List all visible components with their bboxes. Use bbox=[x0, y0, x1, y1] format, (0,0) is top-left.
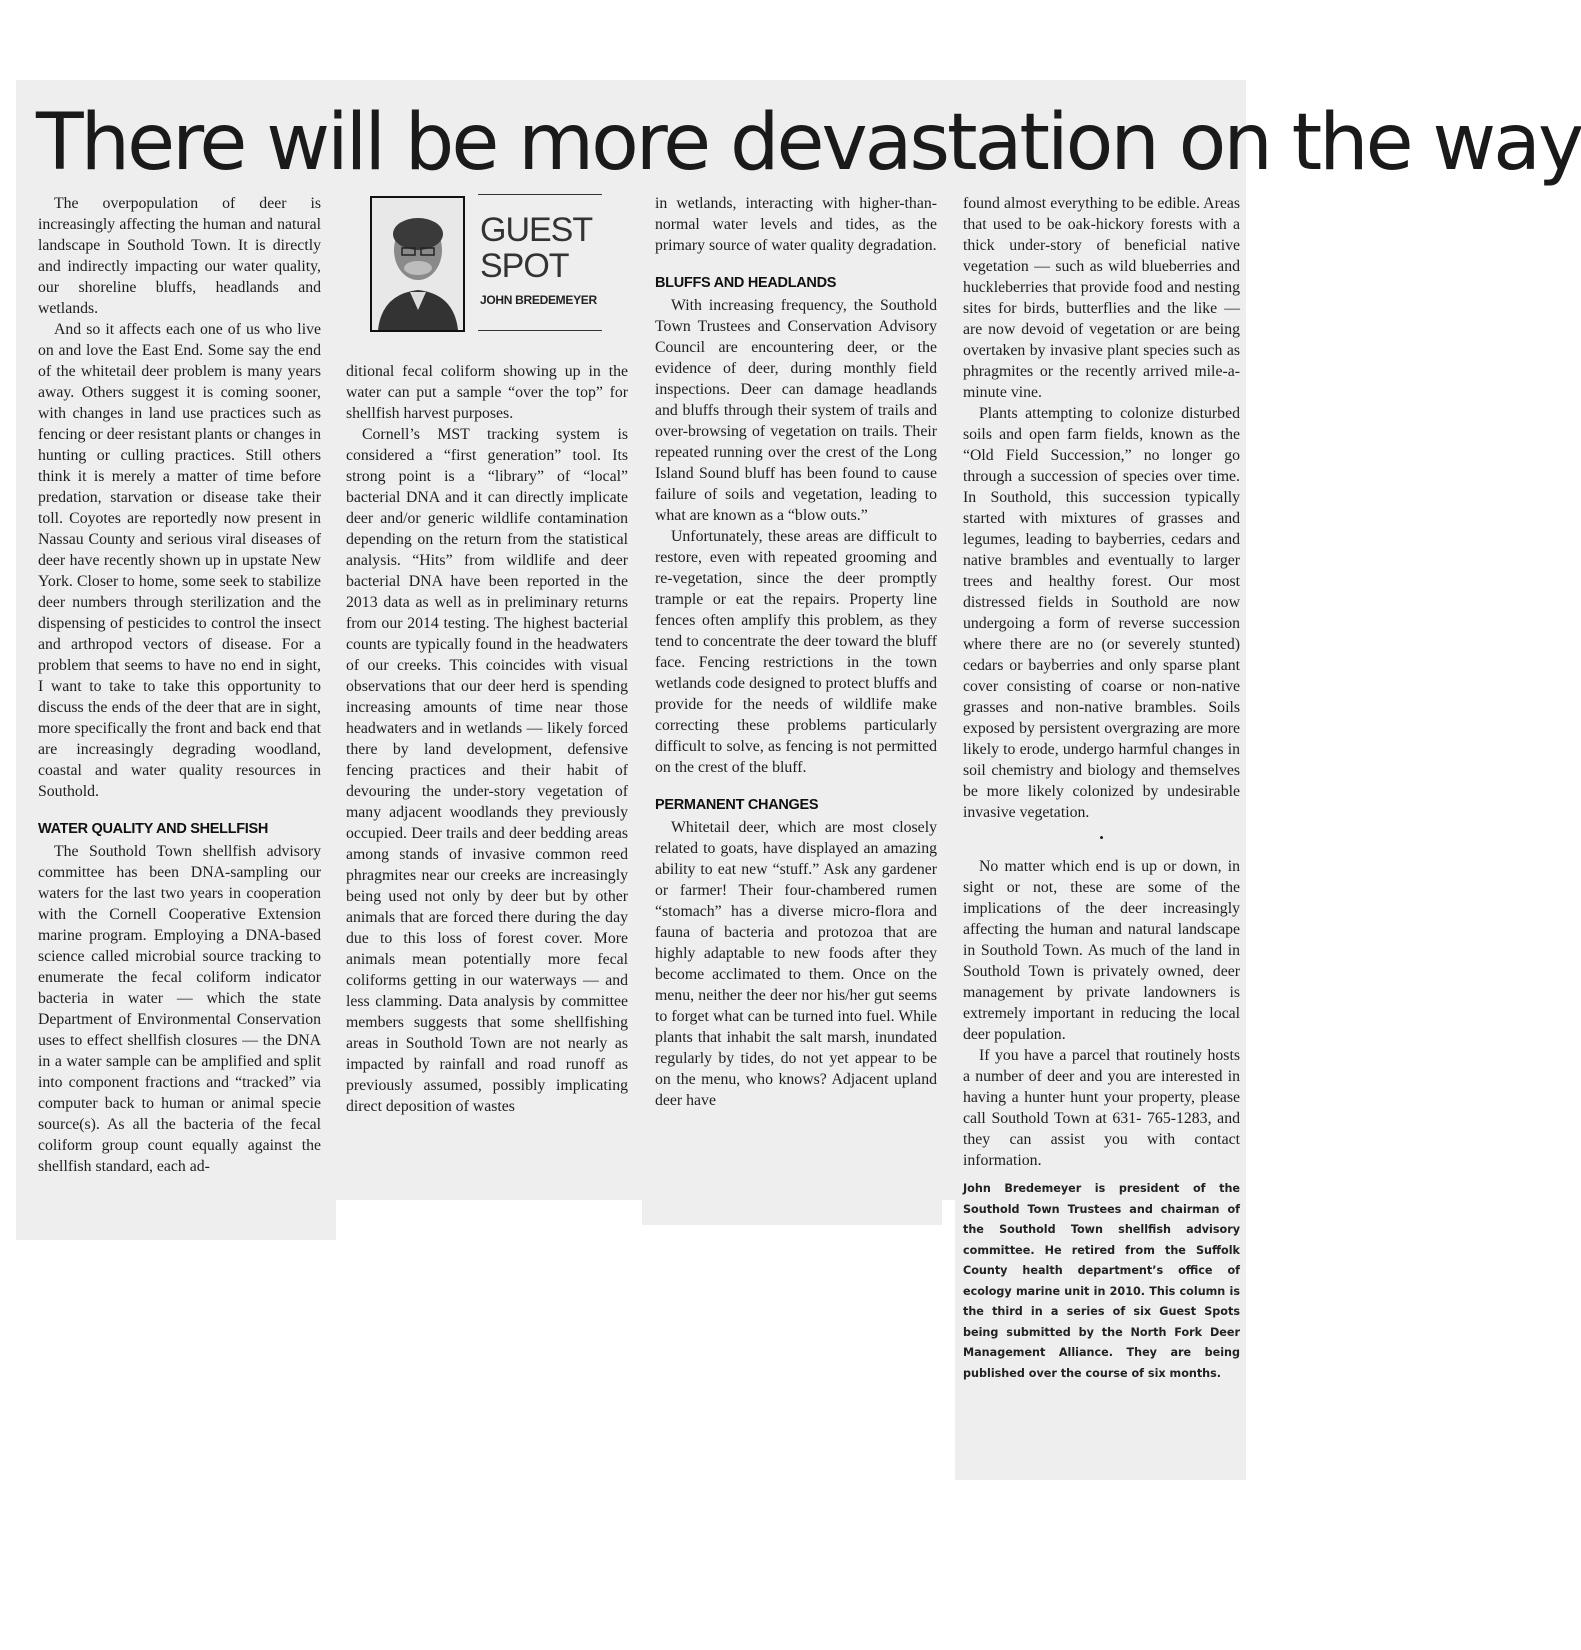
top-rule bbox=[478, 194, 602, 195]
column-4 bbox=[963, 193, 1240, 1384]
section-bullet: • bbox=[1099, 830, 1104, 845]
section-heading: WATER QUALITY AND SHELLFISH bbox=[38, 821, 269, 837]
paragraph: Unfortunately, these areas are difficult to restore, even with repeated grooming and re-vegetation, since the deer promptly trample or eat the repairs. Property line fences often amplify this problem, as they tend to concentrate the deer toward the bluff face. Fencing restrictions in the town wetlands code designed to protect bluffs and provide for the needs of wildlife make correcting these problems particularly difficult to solve, as fencing is not permitted on the crest of the bluff. bbox=[655, 528, 937, 776]
paragraph: Plants attempting to colonize disturbed soils and open farm fields, known as the “Old Field Succession,” no longer go through a succession of species over time. In Southold, this succession typically started with mixtures of grasses and legumes, leading to bayberries, cedars and native brambles and eventually to larger trees and healthy forest. Our most distressed fields in Southold are now undergoing a form of reverse succession where there are no (or severely stunted) cedars or bayberries and only sparse plant cover consisting of coarse or non-native grasses and non-native brambles. Soils exposed by persistent overgrazing are more likely to erode, undergo harmful changes in soil chemistry and biology and themselves be more likely colonized by undesirable invasive vegetation. bbox=[963, 405, 1240, 821]
paragraph: And so it affects each one of us who live on and love the East End. Some say the end of the whitetail deer problem is many years away. Others suggest it is coming sooner, with changes in land use practices such as fencing or deer resistant plants or changes in hunting or culling practices. Still others think it is merely a matter of time before predation, starvation or disease take their toll. Coyotes are reportedly now present in Nassau County and serious viral diseases of deer have recently shown up in upstate New York. Closer to home, some seek to stabilize deer numbers through sterilization and the dispensing of pesticides to control the insect and arthropod vectors of disease. For a problem that seems to have no end in sight, I want to take to take this opportunity to discuss the ends of the deer that are in sight, more specifically the front and back end that are increasingly degrading woodland, coastal and water quality resources in Southold. bbox=[38, 321, 321, 800]
author-portrait-icon bbox=[372, 198, 463, 330]
author-photo bbox=[370, 196, 465, 332]
section-heading: PERMANENT CHANGES bbox=[655, 797, 819, 813]
paragraph: The Southold Town shellfish advisory committee has been DNA-sampling our waters for the last two years in cooperation with the Cornell Cooperative Extension marine program. Employing a DNA-based science called microbial source tracking to enumerate the fecal coliform indicator bacteria in water — which the state Department of Environmental Conservation uses to effect shellfish closures — the DNA in a water sample can be amplified and split into component fractions and “tracked” via computer back to human or animal specie source(s). As all the bacteria of the fecal coliform group count equally against the shellfish standard, each ad- bbox=[38, 843, 321, 1175]
paragraph: If you have a parcel that routinely hosts a number of deer and you are interested in having a hunter hunt your property, please call Southold Town at 631- 765-1283, and they can assist you with contact information. bbox=[963, 1047, 1240, 1169]
paragraph: ditional fecal coliform showing up in the water can put a sample “over the top” for shellfish harvest purposes. bbox=[346, 363, 628, 422]
article-headline: There will be more devastation on the way bbox=[36, 98, 1581, 188]
paragraph: in wetlands, interacting with higher-than-normal water levels and tides, as the primary source of water quality degradation. bbox=[655, 195, 937, 254]
paragraph: No matter which end is up or down, in sight or not, these are some of the implications of the deer increasingly affecting the human and natural landscape in Southold Town. As much of the land in Southold Town is privately owned, deer management by private landowners is extremely important in reducing the local deer population. bbox=[963, 858, 1240, 1043]
scan-area-col1 bbox=[16, 1195, 336, 1240]
column-1 bbox=[38, 193, 321, 1177]
guest-spot-box bbox=[370, 190, 610, 340]
column-3 bbox=[655, 193, 937, 1111]
guest-spot-title: GUEST SPOT bbox=[480, 211, 593, 285]
paragraph: found almost everything to be edible. Areas that used to be oak-hickory forests with a thick under-story of beneficial native vegetation — such as wild blueberries and huckleberries that provide food and nesting sites for birds, butterflies and the like — are now devoid of vegetation or are being overtaken by invasive plant species such as phragmites or the recently arrived mile-a-minute vine. bbox=[963, 195, 1240, 401]
author-name: JOHN BREDEMEYER bbox=[480, 293, 597, 307]
column-2 bbox=[346, 361, 628, 1117]
author-bio: John Bredemeyer is president of the Southold Town Trustees and chairman of the Southold Town shellfish advisory committee. He retired from the Suffolk County health department’s office of ecology marine unit in 2010. This column is the third in a series of six Guest Spots being submitted by the North Fork Deer Management Alliance. They are being published over the course of six months. bbox=[963, 1182, 1240, 1380]
paragraph: Whitetail deer, which are most closely related to goats, have displayed an amazing ability to eat new “stuff.” Ask any gardener or farmer! Their four-chambered rumen “stomach” has a diverse micro-flora and fauna of bacteria and protozoa that are highly adaptable to new foods after they become acclimated to them. Once on the menu, neither the deer nor his/her gut seems to forget what can be turned into fuel. While plants that inhabit the salt marsh, inundated regularly by tides, do not yet appear to be on the menu, who knows? Adjacent upland deer have bbox=[655, 819, 937, 1109]
bottom-rule bbox=[478, 330, 602, 331]
paragraph: The overpopulation of deer is increasingly affecting the human and natural landscape in Southold Town. It is directly and indirectly impacting our water quality, our shoreline bluffs, headlands and wetlands. bbox=[38, 195, 321, 317]
section-heading: BLUFFS AND HEADLANDS bbox=[655, 275, 837, 291]
paragraph: Cornell’s MST tracking system is considered a “first generation” tool. Its strong point is a “library” of “local” bacterial DNA and it can directly implicate deer and/or generic wildlife contamination depending on the return from the statistical analysis. “Hits” from wildlife and deer bacterial DNA have been reported in the 2013 data as well as in preliminary returns from our 2014 testing. The highest bacterial counts are typically found in the headwaters of our creeks. This coincides with visual observations that our deer herd is spending increasing amounts of time near those headwaters and in wetlands — likely forced there by land development, defensive fencing practices and their habit of devouring the under-story vegetation of many adjacent woodlands they previously occupied. Deer trails and deer bedding areas among stands of invasive common reed phragmites near our creeks are increasingly being used not only by deer but by other animals that are forced there during the day due to this loss of forest cover. More animals mean potentially more fecal coliforms getting in our waterways — and less clamming. Data analysis by committee members suggests that some shellfishing areas in Southold Town are not nearly as impacted by rainfall and road runoff as previously assumed, possibly implicating direct deposition of wastes bbox=[346, 426, 628, 1115]
paragraph: With increasing frequency, the Southold Town Trustees and Conservation Advisory Council are encountering deer, or the evidence of deer, during monthly field inspections. Deer can damage headlands and bluffs through their system of trails and over-browsing of vegetation on trails. Their repeated running over the crest of the Long Island Sound bluff has been found to cause failure of soils and vegetation, leading to what are known as a “blow outs.” bbox=[655, 297, 937, 524]
scan-area-col3 bbox=[642, 1195, 942, 1225]
